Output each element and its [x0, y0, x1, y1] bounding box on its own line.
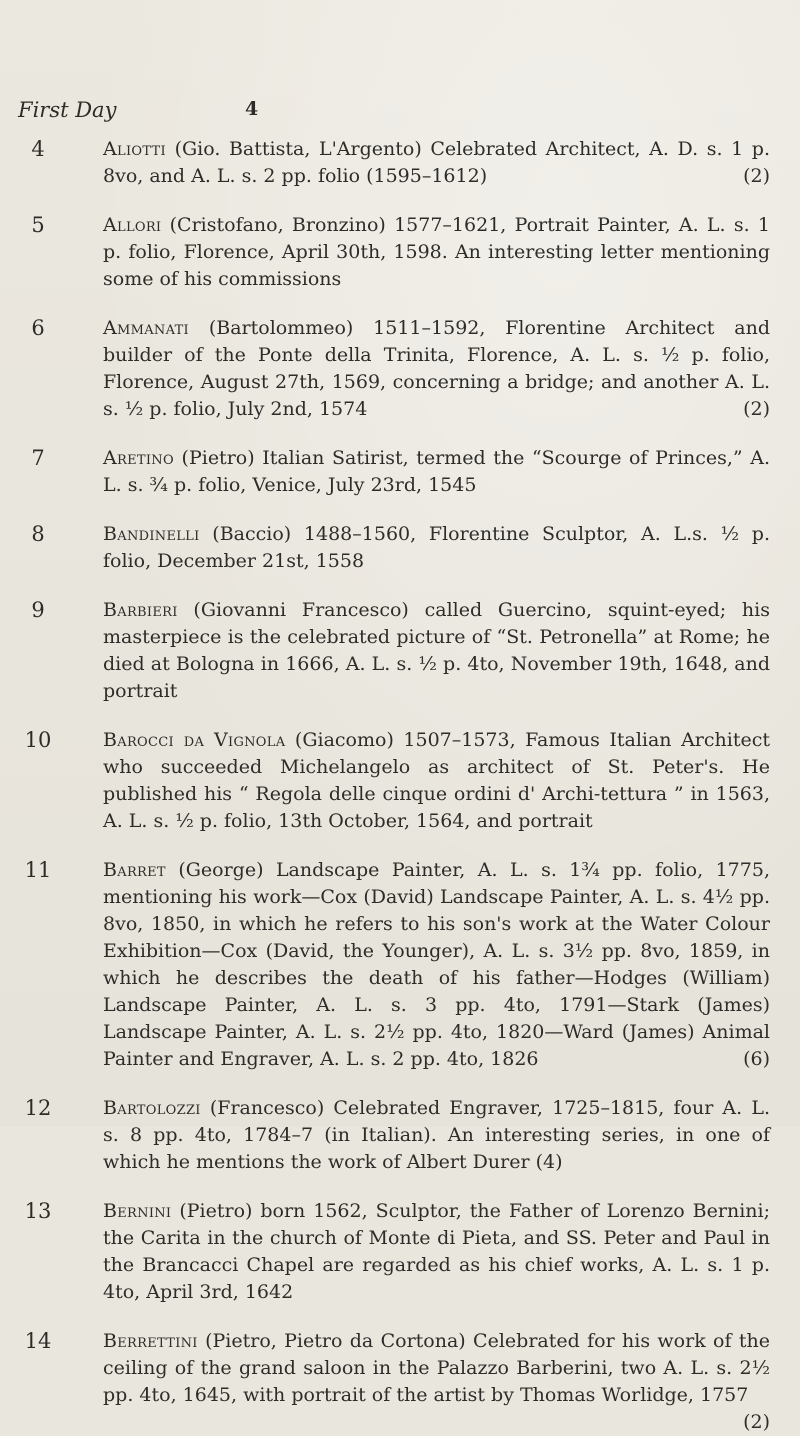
- lot-text: (Pietro) Italian Satirist, termed the “Scourge of Princes,” A. L. s. ¾ p. folio, Venice, July 23rd, 1545: [103, 447, 770, 496]
- lot-description: [103, 1198, 770, 1306]
- lot-name: Barret: [103, 859, 166, 881]
- lot-number: 10: [24, 728, 52, 752]
- lot-name: Barocci da Vignola: [103, 729, 286, 751]
- lot-entry: [0, 212, 800, 293]
- lot-entry: [0, 597, 800, 705]
- lot-description: [103, 212, 770, 293]
- lot-entry: [0, 857, 800, 1073]
- lot-entry: [0, 727, 800, 835]
- lot-number: 13: [24, 1199, 52, 1223]
- lot-name: Aliotti: [103, 138, 166, 160]
- lot-text: (Francesco) Celebrated Engraver, 1725–1815, four A. L. s. 8 pp. 4to, 1784–7 (in Italian). An interesting series, in one of which he mentions the work of Albert Durer (4): [103, 1097, 770, 1173]
- lot-name: Allori: [103, 214, 162, 236]
- lot-text: (Pietro) born 1562, Sculptor, the Father of Lorenzo Bernini; the Carita in the church of Monte di Pieta, and SS. Peter and Paul in the Brancacci Chapel are regarded as his chief works, A. L. s. 1 p. 4to, April 3rd, 1642: [103, 1200, 770, 1303]
- lot-description: [103, 1095, 770, 1176]
- lot-name: Aretino: [103, 447, 174, 469]
- lot-entry: [0, 136, 800, 190]
- lot-entry: [0, 1095, 800, 1176]
- lot-name: Ammanati: [103, 317, 189, 339]
- lot-text: (Giacomo) 1507–1573, Famous Italian Architect who succeeded Michelangelo as architect of St. Peter's. He published his “ Regola delle cinque ordini d' Archi-tettura ” in 1563, A. L. s. ½ p. folio, 13th October, 1564, and portrait: [103, 729, 770, 832]
- lot-description: [103, 727, 770, 835]
- lot-number: 14: [24, 1329, 52, 1353]
- lot-number: 7: [31, 446, 45, 470]
- lot-name: Berrettini: [103, 1330, 198, 1352]
- lot-entry: [0, 1198, 800, 1306]
- lot-name: Barbieri: [103, 599, 178, 621]
- lot-text: (Pietro, Pietro da Cortona) Celebrated for his work of the ceiling of the grand saloon in the Palazzo Barberini, two A. L. s. 2½ pp. 4to, 1645, with portrait of the artist by Thomas Worlidge, 1757: [103, 1330, 770, 1406]
- lot-text: (Cristofano, Bronzino) 1577–1621, Portrait Painter, A. L. s. 1 p. folio, Florence, April 30th, 1598. An interesting letter mentioning some of his commissions: [103, 214, 770, 290]
- header-page-number: 4: [245, 98, 259, 120]
- lot-entry: [0, 521, 800, 575]
- lot-entry: [0, 315, 800, 423]
- lot-quantity: (2): [743, 1411, 770, 1433]
- lot-text: (Bartolommeo) 1511–1592, Florentine Architect and builder of the Ponte della Trinita, Florence, A. L. s. ½ p. folio, Florence, August 27th, 1569, concerning a bridge; and another A. L. s. ½ p. folio, July 2nd, 1574: [103, 317, 770, 420]
- lot-description: [103, 445, 770, 499]
- lot-description: [103, 521, 770, 575]
- lot-description: [103, 857, 770, 1073]
- lot-list: [0, 136, 800, 1436]
- lot-text: (George) Landscape Painter, A. L. s. 1¾ pp. folio, 1775, mentioning his work—Cox (David) Landscape Painter, A. L. s. 4½ pp. 8vo, 1850, in which he refers to his son's work at the Water Colour Exhibition—Cox (David, the Younger), A. L. s. 3½ pp. 8vo, 1859, in which he describes the death of his father—Hodges (William) Landscape Painter, A. L. s. 3 pp. 4to, 1791—Stark (James) Landscape Painter, A. L. s. 2½ pp. 4to, 1820—Ward (James) Animal Painter and Engraver, A. L. s. 2 pp. 4to, 1826: [103, 859, 770, 1070]
- lot-number: 11: [24, 858, 52, 882]
- lot-entry: [0, 445, 800, 499]
- lot-name: Bartolozzi: [103, 1097, 201, 1119]
- lot-description: [103, 597, 770, 705]
- lot-description: [103, 1328, 770, 1433]
- lot-entry: [0, 1328, 800, 1433]
- lot-quantity: (6): [743, 1048, 770, 1070]
- lot-description: [103, 136, 770, 190]
- lot-number: 8: [31, 522, 45, 546]
- lot-text: (Baccio) 1488–1560, Florentine Sculptor, A. L.s. ½ p. folio, December 21st, 1558: [103, 523, 770, 572]
- lot-name: Bernini: [103, 1200, 172, 1222]
- lot-number: 12: [24, 1096, 52, 1120]
- lot-quantity: (2): [743, 398, 770, 420]
- header-title: First Day: [18, 98, 117, 122]
- lot-description: [103, 315, 770, 423]
- lot-number: 4: [31, 137, 45, 161]
- lot-number: 6: [31, 316, 45, 340]
- lot-quantity: (2): [743, 165, 770, 187]
- lot-number: 9: [31, 598, 45, 622]
- lot-text: (Gio. Battista, L'Argento) Celebrated Architect, A. D. s. 1 p. 8vo, and A. L. s. 2 pp. folio (1595–1612): [103, 138, 770, 187]
- lot-number: 5: [31, 213, 45, 237]
- lot-text: (Giovanni Francesco) called Guercino, squint-eyed; his masterpiece is the celebrated picture of “St. Petronella” at Rome; he died at Bologna in 1666, A. L. s. ½ p. 4to, November 19th, 1648, and portrait: [103, 599, 770, 702]
- lot-name: Bandinelli: [103, 523, 200, 545]
